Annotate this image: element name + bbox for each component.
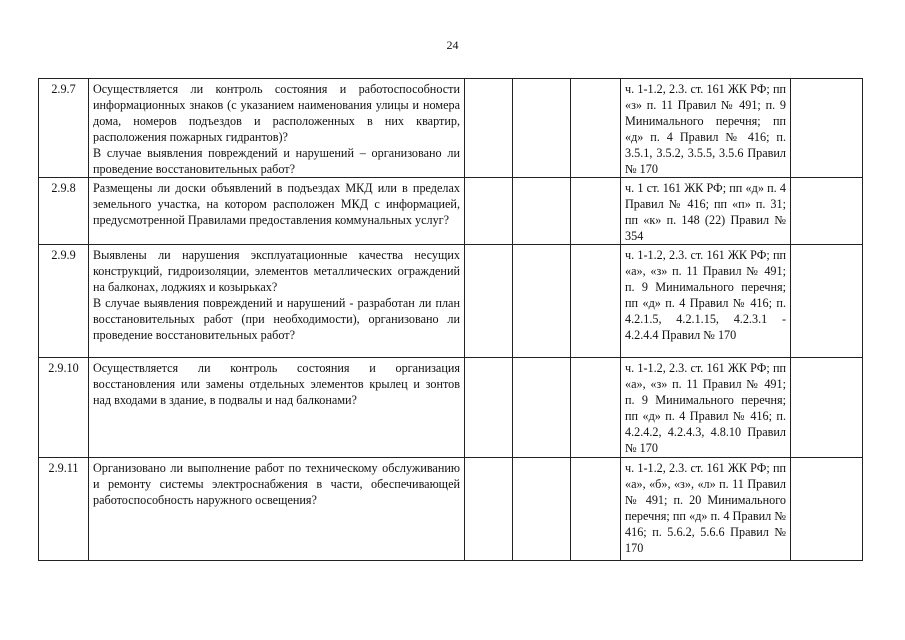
question-text: В случае выявления повреждений и нарушений - разработан ли план восстановительных работ (при необходимости), организовано ли проведение восстановительных работ? (93, 296, 460, 342)
reference-cell (621, 358, 791, 458)
notes-cell (791, 178, 863, 245)
question-text: Организовано ли выполнение работ по техническому обслуживанию и ремонту системы электроснабжения в части, обеспечивающей работоспособность наружного освещения? (93, 461, 460, 507)
answer-no-cell (513, 358, 571, 458)
question-text: Выявлены ли нарушения эксплуатационные качества несущих конструкций, гидроизоляции, элементов металлических ограждений на балконах, лоджиях и козырьках? (93, 248, 460, 294)
answer-na-cell (571, 178, 621, 245)
checklist-table (38, 78, 863, 561)
row-number: 2.9.8 (39, 178, 89, 245)
answer-na-cell (571, 79, 621, 178)
question-text: Осуществляется ли контроль состояния и работоспособности информационных знаков (с указанием наименования улицы и номера дома, номеров подъездов и расположенных в них квартир, расположения пожарных гидрантов)? (93, 82, 460, 144)
answer-no-cell (513, 245, 571, 358)
table-row (39, 245, 863, 358)
row-number: 2.9.7 (39, 79, 89, 178)
answer-yes-cell (465, 358, 513, 458)
notes-cell (791, 458, 863, 561)
reference-cell (621, 458, 791, 561)
answer-yes-cell (465, 79, 513, 178)
question-text: Осуществляется ли контроль состояния и организация восстановления или замены отдельных элементов крылец и зонтов над входами в здание, в подвалы и над балконами? (93, 361, 460, 407)
reference-text: ч. 1-1.2, 2.3. ст. 161 ЖК РФ; пп «з» п. 11 Правил № 491; п. 9 Минимального перечня; пп «д» п. 4 Правил № 416; п. 3.5.1, 3.5.2, 3.5.5, 3.5.6 Правил № 170 (625, 82, 786, 176)
reference-text: ч. 1-1.2, 2.3. ст. 161 ЖК РФ; пп «а», «з» п. 11 Правил № 491; п. 9 Минимального перечня; пп «д» п. 4 Правил № 416; п. 4.2.1.5, 4.2.1.15, 4.2.3.1 - 4.2.4.4 Правил № 170 (625, 248, 786, 342)
question-cell (89, 79, 465, 178)
table-row (39, 458, 863, 561)
question-text: Размещены ли доски объявлений в подъездах МКД или в пределах земельного участка, на котором расположен МКД с информацией, предусмотренной Правилами предоставления коммунальных услуг? (93, 181, 460, 227)
answer-na-cell (571, 358, 621, 458)
table-row (39, 358, 863, 458)
notes-cell (791, 245, 863, 358)
answer-yes-cell (465, 245, 513, 358)
answer-no-cell (513, 79, 571, 178)
reference-cell (621, 245, 791, 358)
reference-text: ч. 1 ст. 161 ЖК РФ; пп «д» п. 4 Правил № 416; пп «п» п. 31; пп «к» п. 148 (22) Правил № 354 (625, 181, 786, 243)
reference-cell (621, 178, 791, 245)
answer-yes-cell (465, 178, 513, 245)
question-cell (89, 458, 465, 561)
question-cell (89, 358, 465, 458)
row-number: 2.9.11 (39, 458, 89, 561)
question-cell (89, 178, 465, 245)
row-number: 2.9.10 (39, 358, 89, 458)
reference-text: ч. 1-1.2, 2.3. ст. 161 ЖК РФ; пп «а», «б», «з», «л» п. 11 Правил № 491; п. 20 Минимального перечня; пп «д» п. 4 Правил № 416; п. 5.6.2, 5.6.6 Правил № 170 (625, 461, 786, 555)
table-row (39, 178, 863, 245)
answer-na-cell (571, 245, 621, 358)
answer-na-cell (571, 458, 621, 561)
answer-no-cell (513, 458, 571, 561)
reference-text: ч. 1-1.2, 2.3. ст. 161 ЖК РФ; пп «а», «з» п. 11 Правил № 491; п. 9 Минимального перечня; пп «д» п. 4 Правил № 416; п. 4.2.4.2, 4.2.4.3, 4.8.10 Правил № 170 (625, 361, 786, 455)
notes-cell (791, 79, 863, 178)
question-text: В случае выявления повреждений и нарушений – организовано ли проведение восстановительных работ? (93, 146, 460, 176)
reference-cell (621, 79, 791, 178)
answer-no-cell (513, 178, 571, 245)
question-cell (89, 245, 465, 358)
row-number: 2.9.9 (39, 245, 89, 358)
notes-cell (791, 358, 863, 458)
answer-yes-cell (465, 458, 513, 561)
page-number: 24 (446, 38, 459, 52)
table-row (39, 79, 863, 178)
